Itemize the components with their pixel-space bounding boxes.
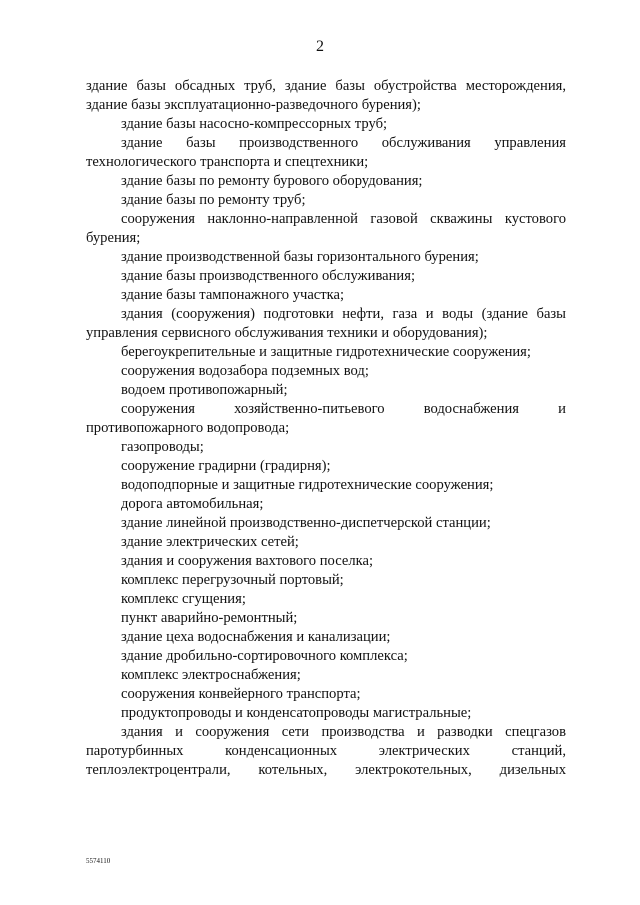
list-item: здание базы производственного обслуживания управления технологического транспорта и спецтехники; bbox=[86, 135, 566, 170]
list-item: сооружения водозабора подземных вод; bbox=[121, 363, 369, 379]
list-item: газопроводы; bbox=[121, 439, 204, 455]
list-item-continues: здания и сооружения сети производства и разводки спецгазов паротурбинных конденсационных электрических станций, теплоэлектроцентрали, котельных, электрокотельных, дизельных bbox=[86, 724, 566, 778]
list-item: здание линейной производственно-диспетчерской станции; bbox=[121, 515, 491, 531]
list-item: пункт аварийно-ремонтный; bbox=[121, 610, 298, 626]
list-item: сооружения конвейерного транспорта; bbox=[121, 686, 361, 702]
list-item: водоподпорные и защитные гидротехнические сооружения; bbox=[121, 477, 494, 493]
paragraph-continuation: здание базы обсадных труб, здание базы обустройства месторождения, здание базы эксплуатационно-разведочного бурения); bbox=[86, 78, 566, 113]
list-item: сооружение градирни (градирня); bbox=[121, 458, 331, 474]
list-item: комплекс сгущения; bbox=[121, 591, 246, 607]
page-number: 2 bbox=[316, 38, 324, 55]
list-item: здание электрических сетей; bbox=[121, 534, 299, 550]
list-item: здание цеха водоснабжения и канализации; bbox=[121, 629, 391, 645]
list-item: здание базы насосно-компрессорных труб; bbox=[121, 116, 388, 132]
list-item: комплекс электроснабжения; bbox=[121, 667, 301, 683]
document-id: 5574110 bbox=[86, 857, 111, 865]
list-item: здание базы по ремонту бурового оборудования; bbox=[121, 173, 423, 189]
list-item: сооружения наклонно-направленной газовой скважины кустового бурения; bbox=[86, 211, 566, 246]
document-body bbox=[86, 77, 566, 780]
list-item: здания и сооружения вахтового поселка; bbox=[121, 553, 374, 569]
list-item: здание дробильно-сортировочного комплекса; bbox=[121, 648, 408, 664]
list-item: водоем противопожарный; bbox=[121, 382, 288, 398]
list-item: здание производственной базы горизонтального бурения; bbox=[121, 249, 479, 265]
list-item: берегоукрепительные и защитные гидротехнические сооружения; bbox=[121, 344, 531, 360]
list-item: комплекс перегрузочный портовый; bbox=[121, 572, 344, 588]
list-item: здание базы производственного обслуживания; bbox=[121, 268, 416, 284]
list-item: здание базы по ремонту труб; bbox=[121, 192, 306, 208]
list-item: здания (сооружения) подготовки нефти, газа и воды (здание базы управления сервисного обслуживания техники и оборудования); bbox=[86, 306, 566, 341]
list-item: сооружения хозяйственно-питьевого водоснабжения и противопожарного водопровода; bbox=[86, 401, 566, 436]
list-item: дорога автомобильная; bbox=[121, 496, 264, 512]
list-item: здание базы тампонажного участка; bbox=[121, 287, 345, 303]
list-item: продуктопроводы и конденсатопроводы магистральные; bbox=[121, 705, 472, 721]
